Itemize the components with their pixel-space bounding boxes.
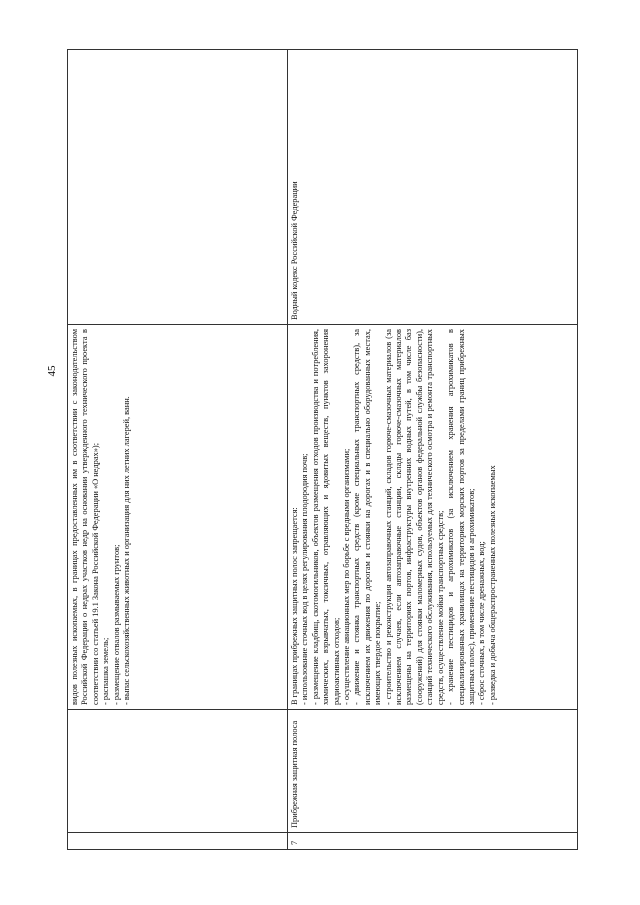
restriction-line: - разведка и добыча общераспространенных полезных ископаемых — [487, 465, 497, 705]
restrictions-table — [67, 49, 578, 850]
zone-name-cell: Прибрежная защитная полоса — [288, 710, 578, 833]
restriction-line: - осуществление авиационных мер по борьбе с вредными организмами; — [342, 448, 352, 705]
rotated-table-container — [67, 50, 577, 850]
restriction-line: видов полезных ископаемых, в границах предоставленных им в соответствии с законодательством Российской Федерации о недрах участков недр на основании утвержденного технического проекта в соответствии со статьей 19.1 Закона Российской Федерации «О недрах»); — [70, 329, 100, 705]
restriction-line: В границах прибрежных защитных полос запрещается: — [290, 507, 299, 705]
restriction-line: - выпас сельскохозяйственных животных и организация для них летних лагерей, ванн. — [122, 396, 132, 705]
row-number-cell: 7 — [288, 833, 578, 850]
restrictions-cell — [68, 325, 288, 710]
source-cell: Водный кодекс Российской Федерации — [288, 50, 578, 325]
row-number-cell — [68, 833, 288, 850]
table-row — [288, 50, 578, 850]
restriction-line: - хранение пестицидов и агрохимикатов (за исключением хранения агрохимикатов в специализированных хранилищах на территориях морских портов за пределами границ прибрежных защитных полос), применение пестицидов и агрохимикатов; — [446, 329, 476, 705]
restriction-line: - строительство и реконструкция автозаправочных станций, складов горюче-смазочных материалов (за исключением случаев, если автозаправочные станции, склады горюче-смазочных материалов размещены на территориях портов, инфраструктуры внутренних водных путей, в том числе баз (сооружений) для стоянки маломерных судов, объектов органов федеральной службы безопасности), станций технического обслуживания, используемых для технического осмотра и ремонта транспортных средств, осуществление мойки транспортных средств; — [383, 329, 445, 705]
restriction-line: - распашка земель; — [101, 637, 111, 705]
restriction-line: - размещение кладбищ, скотомогильников, объектов размещения отходов производства и потребления, химических, взрывчатых, токсичных, отравляющих и ядовитых веществ, пунктов захоронения радиоактивных отходов; — [310, 329, 341, 705]
restriction-line: - размещение отвалов размываемых грунтов; — [111, 544, 121, 705]
table-row — [68, 50, 288, 850]
page-number: 45 — [46, 365, 58, 377]
source-cell — [68, 50, 288, 325]
restriction-line: - сброс сточных, в том числе дренажных, вод; — [477, 541, 487, 705]
restriction-line: - использование сточных вод в целях регулирования плодородия почв; — [300, 453, 310, 705]
restriction-line: - движение и стоянка транспортных средств (кроме специальных транспортных средств), за исключением их движения по дорогам и стоянки на дорогах и в специально оборудованных местах, имеющих твердое покрытие; — [352, 329, 383, 705]
restrictions-cell — [288, 325, 578, 710]
zone-name-cell — [68, 710, 288, 833]
